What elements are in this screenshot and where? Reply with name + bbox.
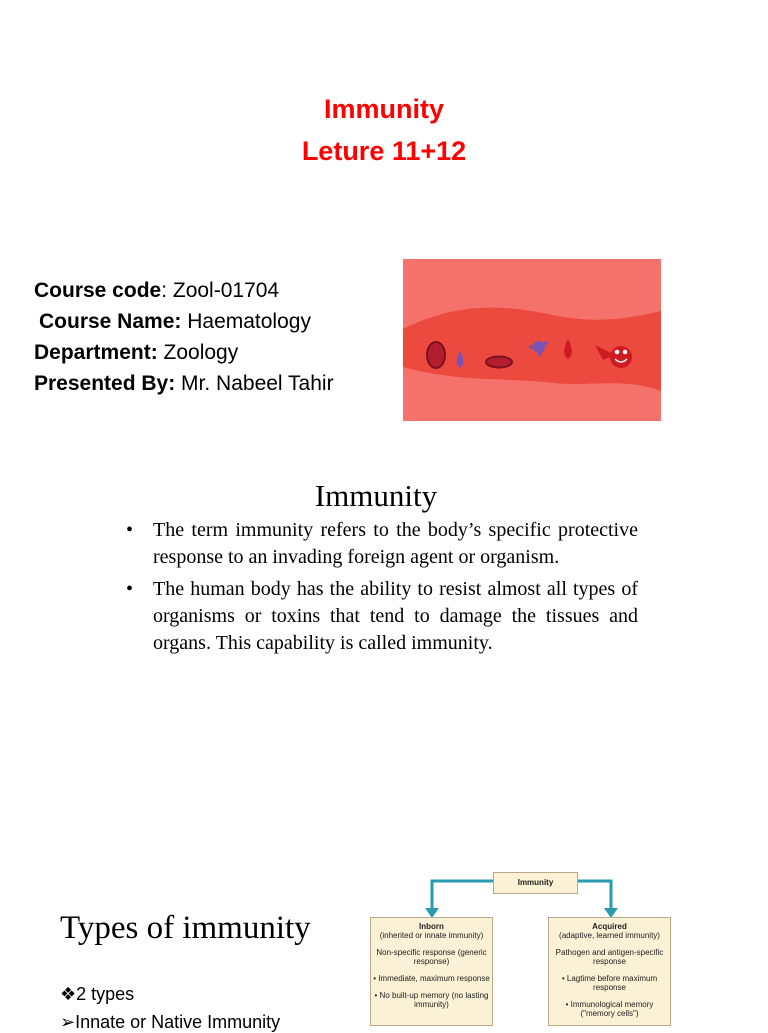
acquired-point: • Lagtime before maximum response	[561, 974, 658, 992]
course-info	[34, 275, 334, 399]
blood-vessel-image	[403, 259, 661, 421]
course-code-label: Course code	[34, 279, 162, 302]
department-value: Zoology	[157, 341, 239, 364]
bullet-item	[126, 576, 638, 657]
course-code-value: : Zool-01704	[161, 279, 280, 302]
title-line-1: Immunity	[323, 94, 444, 124]
presenter-value: Mr. Nabeel Tahir	[175, 372, 334, 395]
course-code-row	[34, 275, 334, 306]
arrow-left-icon	[432, 881, 493, 912]
course-name-label: Course Name:	[39, 310, 182, 333]
acquired-title: Acquired	[592, 922, 627, 931]
blood-cell-character-icon	[610, 346, 632, 368]
department-row	[34, 337, 334, 368]
immunity-diagram	[368, 868, 688, 1024]
department-label: Department:	[34, 341, 158, 364]
acquired-subtitle: (adaptive, learned immunity)	[559, 931, 660, 940]
bullet-text: The human body has the ability to resist almost all types of organisms or toxins that tend to damage the tissues and organs. This capability is called immunity.	[153, 578, 638, 654]
inborn-title: Inborn	[419, 922, 444, 931]
acquired-point: • Immunological memory ("memory cells")	[565, 1000, 654, 1018]
inborn-box	[370, 917, 493, 1026]
slide1-title	[0, 88, 768, 172]
flat-red-cell-icon	[486, 357, 512, 368]
presenter-row	[34, 368, 334, 399]
presenter-label: Presented By:	[34, 372, 176, 395]
immunity-bullets	[126, 517, 638, 662]
title-line-2: Leture 11+12	[301, 136, 467, 166]
types-count: ❖2 types	[60, 984, 135, 1004]
bullet-icon: •	[126, 578, 134, 600]
inborn-point: • No built-up memory (no lasting immunity)	[374, 991, 489, 1009]
inborn-desc: Non-specific response (generic response)	[376, 948, 487, 966]
bullet-icon: •	[126, 519, 134, 541]
acquired-box	[548, 917, 671, 1026]
immunity-heading: Immunity	[314, 478, 438, 513]
blood-vessel-illustration	[403, 259, 661, 421]
types-heading: Types of immunity	[60, 910, 311, 946]
diagram-root-label: Immunity	[517, 878, 554, 887]
bullet-text: The term immunity refers to the body’s specific protective response to an invading foreign agent or organism.	[153, 519, 638, 568]
type-innate: ➢Innate or Native Immunity	[60, 1012, 281, 1032]
diagram-root-box	[493, 872, 578, 894]
red-cell-icon	[427, 342, 445, 368]
bullet-item	[126, 517, 638, 571]
inborn-point: • Immediate, maximum response	[373, 974, 490, 983]
course-name-row	[34, 306, 334, 337]
inborn-subtitle: (inherited or innate immunity)	[379, 931, 484, 940]
course-name-value: Haematology	[181, 310, 311, 333]
arrow-right-icon	[578, 881, 611, 912]
acquired-desc: Pathogen and antigen-specific response	[555, 948, 664, 966]
virus-icon	[533, 341, 545, 353]
